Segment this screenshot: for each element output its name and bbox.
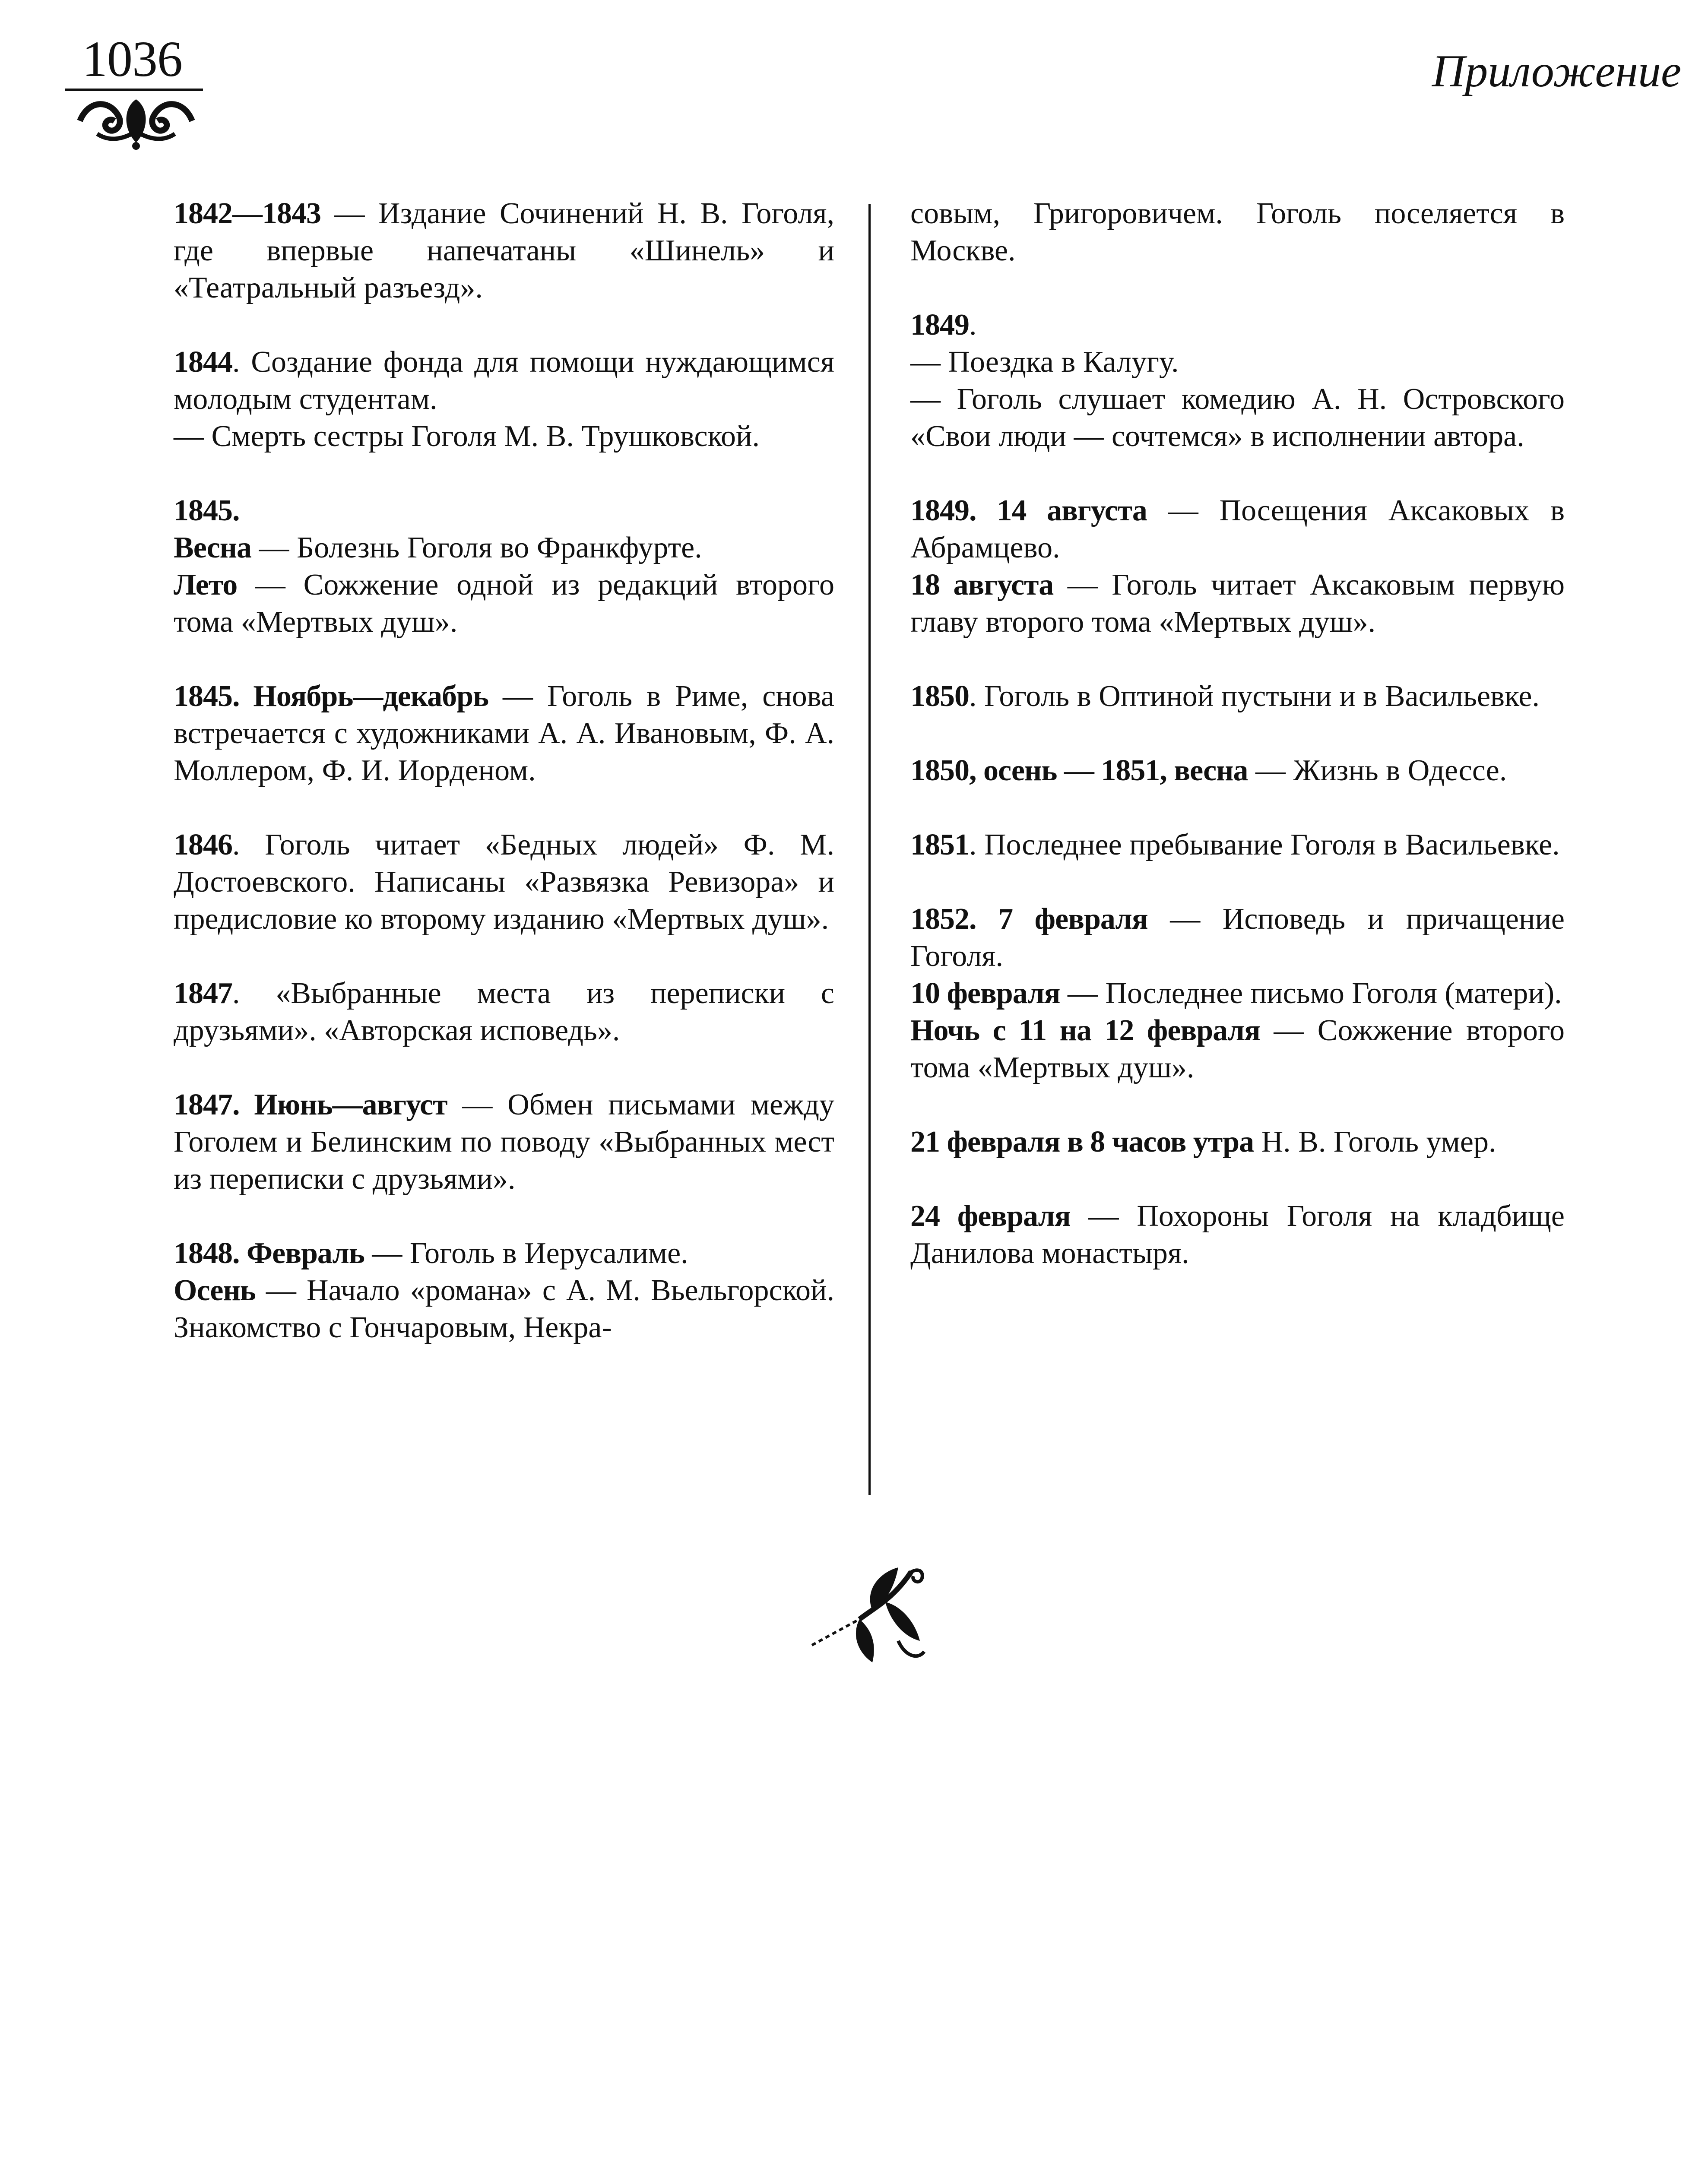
chronology-entry xyxy=(910,1198,1565,1272)
entry-date: 1845. xyxy=(174,494,240,527)
entry-date: Ночь с 11 на 12 февраля xyxy=(910,1014,1260,1047)
entry-date: 1848. Февраль xyxy=(174,1237,364,1270)
entry-text: . Гоголь в Оптиной пустыни и в Васильевке. xyxy=(969,680,1540,713)
entry-date: 1847. Июнь—август xyxy=(174,1088,447,1121)
entry-date: 1849. 14 августа xyxy=(910,494,1147,527)
chronology-entry xyxy=(910,381,1565,455)
entry-text: — Смерть сестры Гоголя М. В. Трушковской. xyxy=(174,420,760,453)
entry-text: — Болезнь Гоголя во Франкфурте. xyxy=(251,531,702,564)
entry-text: — Гоголь в Риме, снова встречается с художниками А. А. Ивановым, Ф. А. Моллером, Ф. И. Иорденом. xyxy=(174,680,834,787)
entry-text: — Последнее письмо Гоголя (матери). xyxy=(1060,977,1562,1010)
entry-date: 18 августа xyxy=(910,568,1054,601)
entry-text: — Обмен письмами между Гоголем и Белинским по поводу «Выбранных мест из переписки с друзьями». xyxy=(174,1088,834,1196)
entry-text: — Поездка в Калугу. xyxy=(910,345,1179,379)
entry-text: — Сожжение одной из редакций второго тома «Мертвых душ». xyxy=(174,568,834,639)
entry-date: 1852. 7 февраля xyxy=(910,902,1148,936)
entry-date: 1845. Ноябрь—декабрь xyxy=(174,680,489,713)
entry-date: 10 февраля xyxy=(910,977,1060,1010)
chronology-entry xyxy=(910,752,1565,789)
chronology-entry xyxy=(174,1235,834,1272)
page-number: 1036 xyxy=(82,31,182,87)
chronology-entry xyxy=(910,1012,1565,1086)
chronology-entry xyxy=(174,826,834,938)
chronology-entry xyxy=(910,1124,1565,1161)
chronology-entry xyxy=(174,567,834,641)
entry-text: . xyxy=(969,308,977,342)
entry-text: — Гоголь читает Аксаковым первую главу второго тома «Мертвых душ». xyxy=(910,568,1565,639)
entry-date: 1842—1843 xyxy=(174,197,321,230)
entry-text: — Похороны Гоголя на кладбище Данилова монастыря. xyxy=(910,1200,1565,1270)
entry-date: Весна xyxy=(174,531,252,564)
right-column xyxy=(910,195,1565,1272)
entry-text: . Гоголь читает «Бедных людей» Ф. М. Достоевского. Написаны «Развязка Ревизора» и предисловие ко второму изданию «Мертвых душ». xyxy=(174,828,834,936)
entry-text: — Посещения Аксаковых в Абрамцево. xyxy=(910,494,1565,564)
entry-text: . Последнее пребывание Гоголя в Васильевке. xyxy=(969,828,1560,861)
chronology-entry xyxy=(910,344,1565,381)
chronology-entry xyxy=(910,826,1565,864)
chronology-entry xyxy=(910,975,1565,1012)
entry-text: — Сожжение второго тома «Мертвых душ». xyxy=(910,1014,1565,1084)
chronology-entry xyxy=(174,529,834,567)
chronology-entry xyxy=(910,901,1565,975)
section-title: Приложение xyxy=(1432,46,1681,96)
entry-text: . «Выбранные места из переписки с друзьями». «Авторская исповедь». xyxy=(174,977,834,1047)
leaf-sprig-icon xyxy=(795,1554,933,1667)
chronology-entry xyxy=(910,307,1565,344)
entry-date: Осень xyxy=(174,1274,256,1307)
chronology-entry xyxy=(174,1272,834,1346)
entry-text: — Жизнь в Одессе. xyxy=(1248,754,1507,787)
entry-text: — Издание Сочинений Н. В. Гоголя, где впервые напечатаны «Шинель» и «Театральный разъезд». xyxy=(174,197,834,304)
entry-date: 21 февраля в 8 часов утра xyxy=(910,1125,1254,1159)
chronology-entry xyxy=(174,975,834,1049)
entry-text: — Исповедь и причащение Гоголя. xyxy=(910,902,1565,973)
entry-text: совым, Григоровичем. Гоголь поселяется в Москве. xyxy=(910,197,1565,267)
entry-date: 1850 xyxy=(910,680,969,713)
entry-date: 1847 xyxy=(174,977,232,1010)
entry-text: . Создание фонда для помощи нуждающимся молодым студентам. xyxy=(174,345,834,416)
entry-text: — Гоголь в Иерусалиме. xyxy=(364,1237,688,1270)
chronology-entry xyxy=(910,678,1565,715)
chronology-entry xyxy=(174,1086,834,1198)
column-divider xyxy=(868,204,871,1495)
chronology-entry xyxy=(174,344,834,418)
chronology-entry xyxy=(174,678,834,789)
entry-date: 1846 xyxy=(174,828,232,861)
chronology-entry xyxy=(910,195,1565,269)
chronology-entry xyxy=(174,195,834,307)
chronology-entry xyxy=(910,492,1565,567)
entry-date: 1844 xyxy=(174,345,232,379)
entry-date: 1851 xyxy=(910,828,969,861)
chronology-entry xyxy=(174,492,834,529)
chronology-entry xyxy=(174,418,834,455)
entry-date: 1850, осень — 1851, весна xyxy=(910,754,1248,787)
entry-date: 24 февраля xyxy=(910,1200,1071,1233)
entry-text: Н. В. Гоголь умер. xyxy=(1254,1125,1496,1159)
entry-text: — Начало «романа» с А. М. Вьельгорской. Знакомство с Гончаровым, Некра- xyxy=(174,1274,834,1344)
floral-vignette-icon xyxy=(71,91,201,151)
entry-text: — Гоголь слушает комедию А. Н. Островского «Свои люди — сочтемся» в исполнении автора. xyxy=(910,383,1565,453)
entry-date: Лето xyxy=(174,568,238,601)
entry-date: 1849 xyxy=(910,308,969,342)
left-column xyxy=(174,195,834,1346)
chronology-entry xyxy=(910,567,1565,641)
